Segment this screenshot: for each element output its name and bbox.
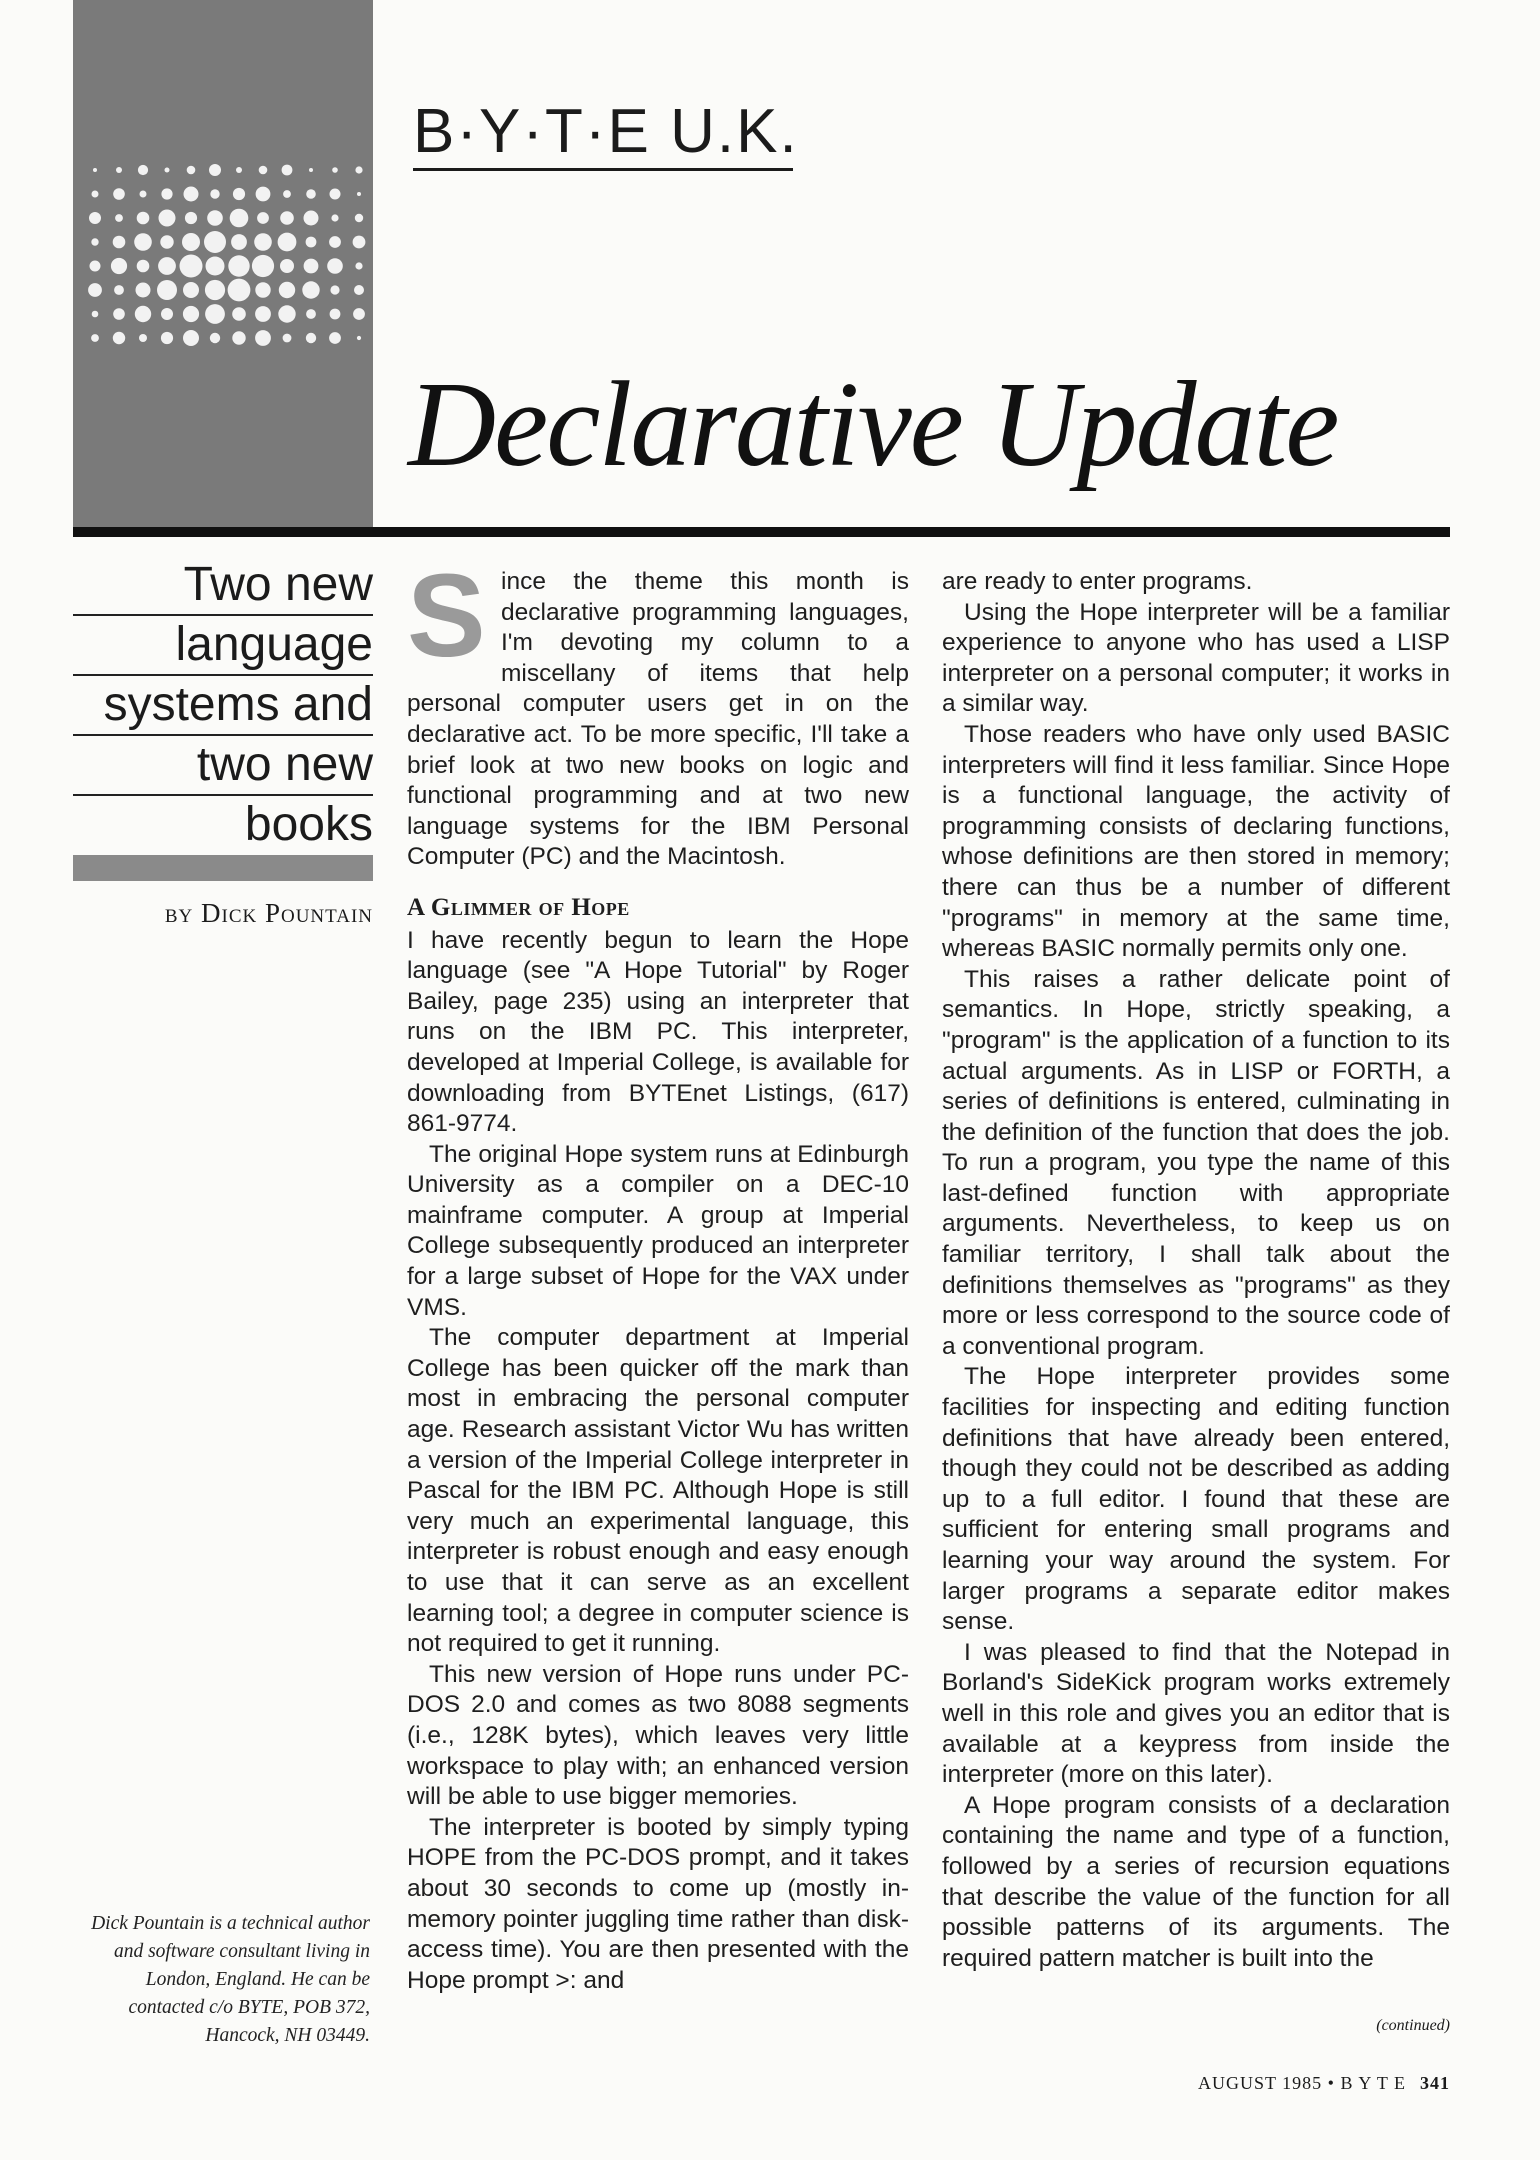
page-footer: [1100, 2073, 1450, 2094]
logo-dot: [205, 304, 225, 324]
logo-dot: [114, 285, 124, 295]
logo-dot: [138, 165, 148, 175]
dot-pattern-logo: [73, 0, 373, 530]
logo-dot: [161, 332, 173, 344]
deck-line: systems and: [73, 676, 373, 736]
logo-dot: [329, 236, 341, 248]
logo-dot: [254, 233, 272, 251]
logo-dot: [115, 214, 123, 222]
logo-dot: [205, 280, 225, 300]
article-deck: [73, 556, 373, 854]
logo-dot: [91, 334, 99, 342]
logo-dot: [183, 330, 199, 346]
logo-dot: [89, 212, 101, 224]
logo-dot: [161, 308, 173, 320]
paragraph: The interpreter is booted by simply typing HOPE from the PC-DOS prompt, and it takes about 30 seconds to come up (mostly in-memory pointer juggling time rather than disk-access time). You are then presented with the Hope prompt >: and: [407, 1813, 909, 1994]
logo-dot: [137, 260, 150, 273]
logo-dot: [309, 168, 313, 172]
logo-dot: [185, 212, 197, 224]
drop-cap: S: [407, 550, 486, 682]
logo-dot: [157, 280, 177, 300]
logo-dot: [182, 233, 200, 251]
logo-dot: [113, 236, 126, 249]
logo-dot: [159, 210, 176, 227]
logo-dot: [92, 191, 99, 198]
logo-dot: [140, 191, 147, 198]
paragraph: This new version of Hope runs under PC-DOS 2.0 and comes as two 8088 segments (i.e., 128K bytes), which leaves very little workspace to play with; an enhanced version will be able to use bigger memories.: [407, 1660, 909, 1811]
logo-dot: [204, 231, 226, 253]
issue-label: AUGUST 1985 • B Y T E: [1198, 2073, 1406, 2093]
logo-dot: [187, 166, 196, 175]
logo-dot: [88, 283, 102, 297]
logo-dot: [278, 305, 295, 322]
logo-dot: [355, 166, 362, 173]
logo-dot: [183, 306, 199, 322]
article-column-2: [942, 567, 1450, 1974]
paragraph: I have recently begun to learn the Hope language (see "A Hope Tutorial" by Roger Bailey, page 235) using an interpreter that runs on the IBM PC. This interpreter, developed at Imperial College, is available for downloading from BYTEnet Listings, (617) 861-9774.: [407, 926, 909, 1138]
logo-dot: [355, 262, 362, 269]
logo-dot: [135, 306, 151, 322]
logo-dot: [93, 168, 97, 172]
logo-dot: [302, 281, 319, 298]
logo-dot: [255, 330, 271, 346]
paragraph: are ready to enter programs.: [942, 568, 1253, 595]
logo-dot: [330, 189, 341, 200]
logo-dot: [134, 233, 152, 251]
logo-dot: [209, 164, 221, 176]
continued-note: (continued): [1376, 2017, 1450, 2034]
page-number: 341: [1420, 2073, 1450, 2093]
logo-dot: [113, 308, 125, 320]
logo-dot: [255, 282, 270, 297]
logo-dot: [183, 282, 199, 298]
logo-dot: [113, 332, 125, 344]
logo-dot: [357, 192, 361, 196]
logo-dot: [161, 188, 172, 199]
logo-dot: [136, 283, 151, 298]
paragraph: I was pleased to find that the Notepad in Borland's SideKick program works extremely well in this role and gives you an editor that is available at a keypress from inside the interpreter (more on this later).: [942, 1638, 1450, 1789]
logo-dot: [306, 237, 317, 248]
logo-dot: [259, 166, 268, 175]
logo-dot: [113, 188, 125, 200]
logo-dot: [228, 279, 251, 302]
logo-dot: [180, 255, 203, 278]
paragraph: Those readers who have only used BASIC interpreters will find it less familiar. Since Hope is a functional language, the activity of programming consists of declaring functions, whose definitions are then stored in memory; there can thus be a number of different "programs" in memory at the same time, whereas BASIC normally permits only one.: [942, 720, 1450, 963]
logo-dot: [228, 255, 249, 276]
logo-dot: [210, 333, 220, 343]
paragraph: This raises a rather delicate point of semantics. In Hope, strictly speaking, a "program" is the application of a function to its actual arguments. As in LISP or FORTH, a series of definitions is entered, culminating in the definition of the function that does the job. To run a program, you type the name of this last-defined function with appropriate arguments. Nevertheless, to keep us on familiar territory, I shall talk about the definitions themselves as "programs" as they more or less correspond to the source code of a conventional program.: [942, 965, 1450, 1360]
logo-dot: [232, 307, 246, 321]
deck-line: books: [244, 798, 373, 851]
deck-line: two new: [73, 736, 373, 796]
logo-dot: [355, 214, 363, 222]
logo-dot: [90, 261, 101, 272]
logo-dot: [230, 209, 249, 228]
title-rule: [73, 527, 1450, 537]
article-title: Declarative Update: [408, 357, 1338, 492]
logo-dot: [332, 167, 338, 173]
author-bio: Dick Pountain is a technical author and software consultant living in London, England. He can be contacted c/o BYTE, POB 372, Hancock, NH 03449.: [91, 1913, 370, 2046]
subhead: A Glimmer of Hope: [407, 893, 630, 921]
logo-dot: [304, 259, 319, 274]
logo-dot: [353, 236, 366, 249]
logo-dot: [160, 235, 173, 248]
logo-dot: [353, 308, 365, 320]
logo-dot: [282, 165, 293, 176]
logo-dot: [280, 211, 294, 225]
logo-dot: [283, 334, 292, 343]
paragraph: The computer department at Imperial College has been quicker off the mark than most in embracing the personal computer age. Research assistant Victor Wu has written a version of the Imperial College interpreter in Pascal for the IBM PC. Although Hope is still very much an experimental language, this interpreter is robust enough and easy enough to use that it can serve as an excellent learning tool; a degree in computer science is not required to get it running.: [407, 1324, 909, 1658]
article-column-1: [407, 550, 909, 1996]
logo-dot: [278, 233, 297, 252]
logo-dot: [92, 311, 99, 318]
byte-uk-logo-block: [73, 0, 373, 530]
logo-dot: [252, 255, 274, 277]
deck-line: Two new: [73, 556, 373, 616]
logo-dot: [137, 212, 150, 225]
logo-dot: [357, 336, 361, 340]
logo-dot: [327, 258, 343, 274]
logo-dot: [210, 189, 219, 198]
logo-dot: [330, 309, 341, 320]
paragraph: The original Hope system runs at Edinburgh University as a compiler on a DEC-10 mainframe computer. A group at Imperial College subsequently produced an interpreter for a large subset of Hope for the VAX under VMS.: [407, 1140, 909, 1321]
intro-text: ince the theme this month is declarative programming languages, I'm devoting my column to a miscellany of items that help personal computer users get in on the declarative act. To be more specific, I'll take a brief look at two new books on logic and functional programming and at two new language systems for the IBM Personal Computer (PC) and the Macintosh.: [407, 568, 909, 871]
logo-dot: [304, 211, 319, 226]
logo-dot: [331, 214, 338, 221]
intro-paragraph: [407, 550, 909, 873]
logo-dot: [158, 257, 176, 275]
logo-dot: [91, 238, 98, 245]
logo-dot: [354, 285, 364, 295]
deck-line: language: [73, 616, 373, 676]
logo-dot: [280, 259, 294, 273]
deck-bar: [73, 855, 373, 881]
logo-dot: [139, 334, 147, 342]
logo-dot: [233, 188, 245, 200]
logo-dot: [255, 306, 271, 322]
logo-dot: [279, 282, 295, 298]
paragraph: Using the Hope interpreter will be a familiar experience to anyone who has used a LISP interpreter on a personal computer; it works in a similar way.: [942, 598, 1450, 718]
logo-dot: [283, 190, 291, 198]
logo-dot: [184, 187, 199, 202]
section-heading: B·Y·T·E U.K.: [413, 97, 799, 166]
paragraph: The Hope interpreter provides some facilities for inspecting and editing function definitions that have already been entered, though they could not be described as adding up to a full editor. I found that these are sufficient for entering small programs and learning your way around the system. For larger programs a separate editor makes sense.: [942, 1363, 1450, 1636]
logo-dot: [206, 257, 225, 276]
logo-dot: [232, 331, 245, 344]
logo-dot: [306, 333, 316, 343]
logo-dot: [256, 187, 271, 202]
logo-dot: [329, 332, 341, 344]
logo-dot: [236, 167, 242, 173]
logo-dot: [165, 168, 170, 173]
logo-dot: [111, 258, 127, 274]
logo-dot: [330, 285, 339, 294]
logo-dot: [207, 210, 223, 226]
logo-dot: [306, 189, 316, 199]
logo-dot: [306, 309, 316, 319]
byline: by Dick Pountain: [164, 898, 373, 928]
section-underline: [413, 168, 793, 171]
logo-dot: [116, 167, 122, 173]
logo-dot: [257, 212, 269, 224]
logo-dot: [231, 234, 247, 250]
paragraph: A Hope program consists of a declaration containing the name and type of a function, followed by a series of recursion equations that describe the value of the function for all possible patterns of its arguments. The required pattern matcher is built into the: [942, 1791, 1450, 1972]
